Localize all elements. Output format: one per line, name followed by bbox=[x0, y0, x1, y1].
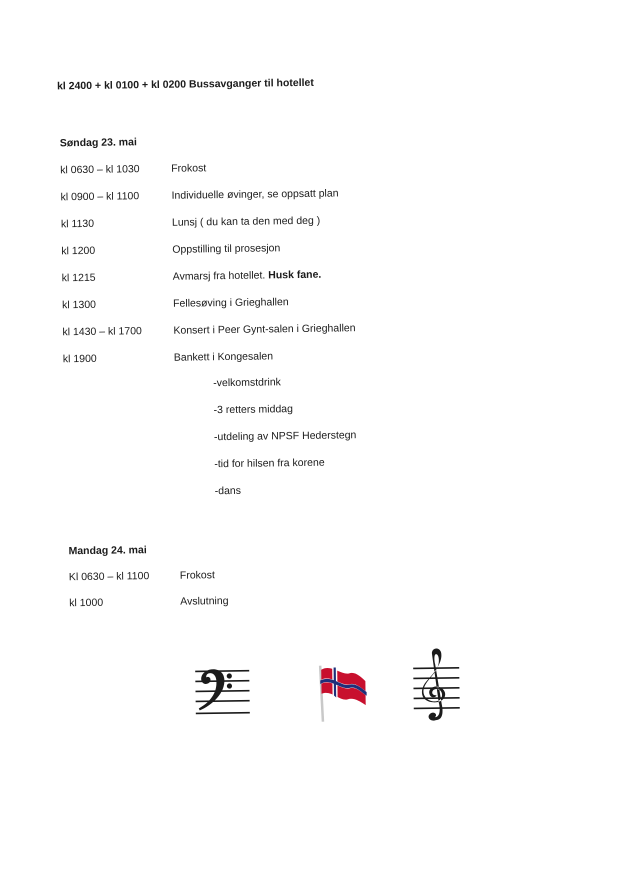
banquet-item: -3 retters middag bbox=[213, 403, 294, 417]
monday-heading: Mandag 24. mai bbox=[68, 544, 147, 558]
activity-text: Avmarsj fra hotellet. bbox=[172, 269, 266, 283]
emphasis-text: Husk fane. bbox=[268, 268, 322, 282]
banquet-item: -velkomstdrink bbox=[213, 376, 281, 390]
sunday-heading: Søndag 23. mai bbox=[59, 136, 137, 150]
sunday-time: kl 1215 bbox=[61, 271, 96, 285]
bus-departures-line: kl 2400 + kl 0100 + kl 0200 Bussavganger til hotellet bbox=[56, 76, 314, 93]
banquet-item: -tid for hilsen fra korene bbox=[214, 456, 325, 471]
sunday-activity bbox=[173, 269, 322, 283]
sunday-time: kl 0900 – kl 1100 bbox=[60, 190, 140, 204]
banquet-item: -dans bbox=[214, 484, 242, 498]
sunday-activity: Konsert i Peer Gynt-salen i Grieghallen bbox=[173, 322, 356, 337]
monday-time: kl 1000 bbox=[69, 596, 104, 610]
monday-activity: Frokost bbox=[179, 569, 215, 582]
sunday-time: kl 0630 – kl 1030 bbox=[60, 163, 140, 177]
sunday-activity: Bankett i Kongesalen bbox=[173, 350, 274, 364]
sunday-activity: Fellesøving i Grieghallen bbox=[173, 296, 289, 310]
banquet-item: -utdeling av NPSF Hederstegn bbox=[213, 429, 357, 444]
monday-activity: Avslutning bbox=[180, 595, 229, 608]
sunday-time: kl 1430 – kl 1700 bbox=[62, 325, 142, 339]
music-icons-row bbox=[0, 0, 622, 4]
bass-clef-icon bbox=[193, 663, 252, 724]
sunday-activity: Lunsj ( du kan ta den med deg ) bbox=[171, 214, 321, 229]
sunday-time: kl 1900 bbox=[62, 352, 97, 366]
sunday-time: kl 1200 bbox=[61, 244, 96, 258]
sunday-time: kl 1130 bbox=[60, 217, 95, 231]
norwegian-flag-icon bbox=[311, 661, 368, 724]
sunday-activity: Frokost bbox=[171, 162, 207, 175]
sunday-activity: Oppstilling til prosesjon bbox=[172, 242, 281, 256]
sunday-activity: Individuelle øvinger, se oppsatt plan bbox=[171, 187, 339, 202]
treble-clef-icon bbox=[411, 646, 462, 725]
monday-time: Kl 0630 – kl 1100 bbox=[68, 570, 150, 584]
sunday-time: kl 1300 bbox=[62, 298, 97, 312]
